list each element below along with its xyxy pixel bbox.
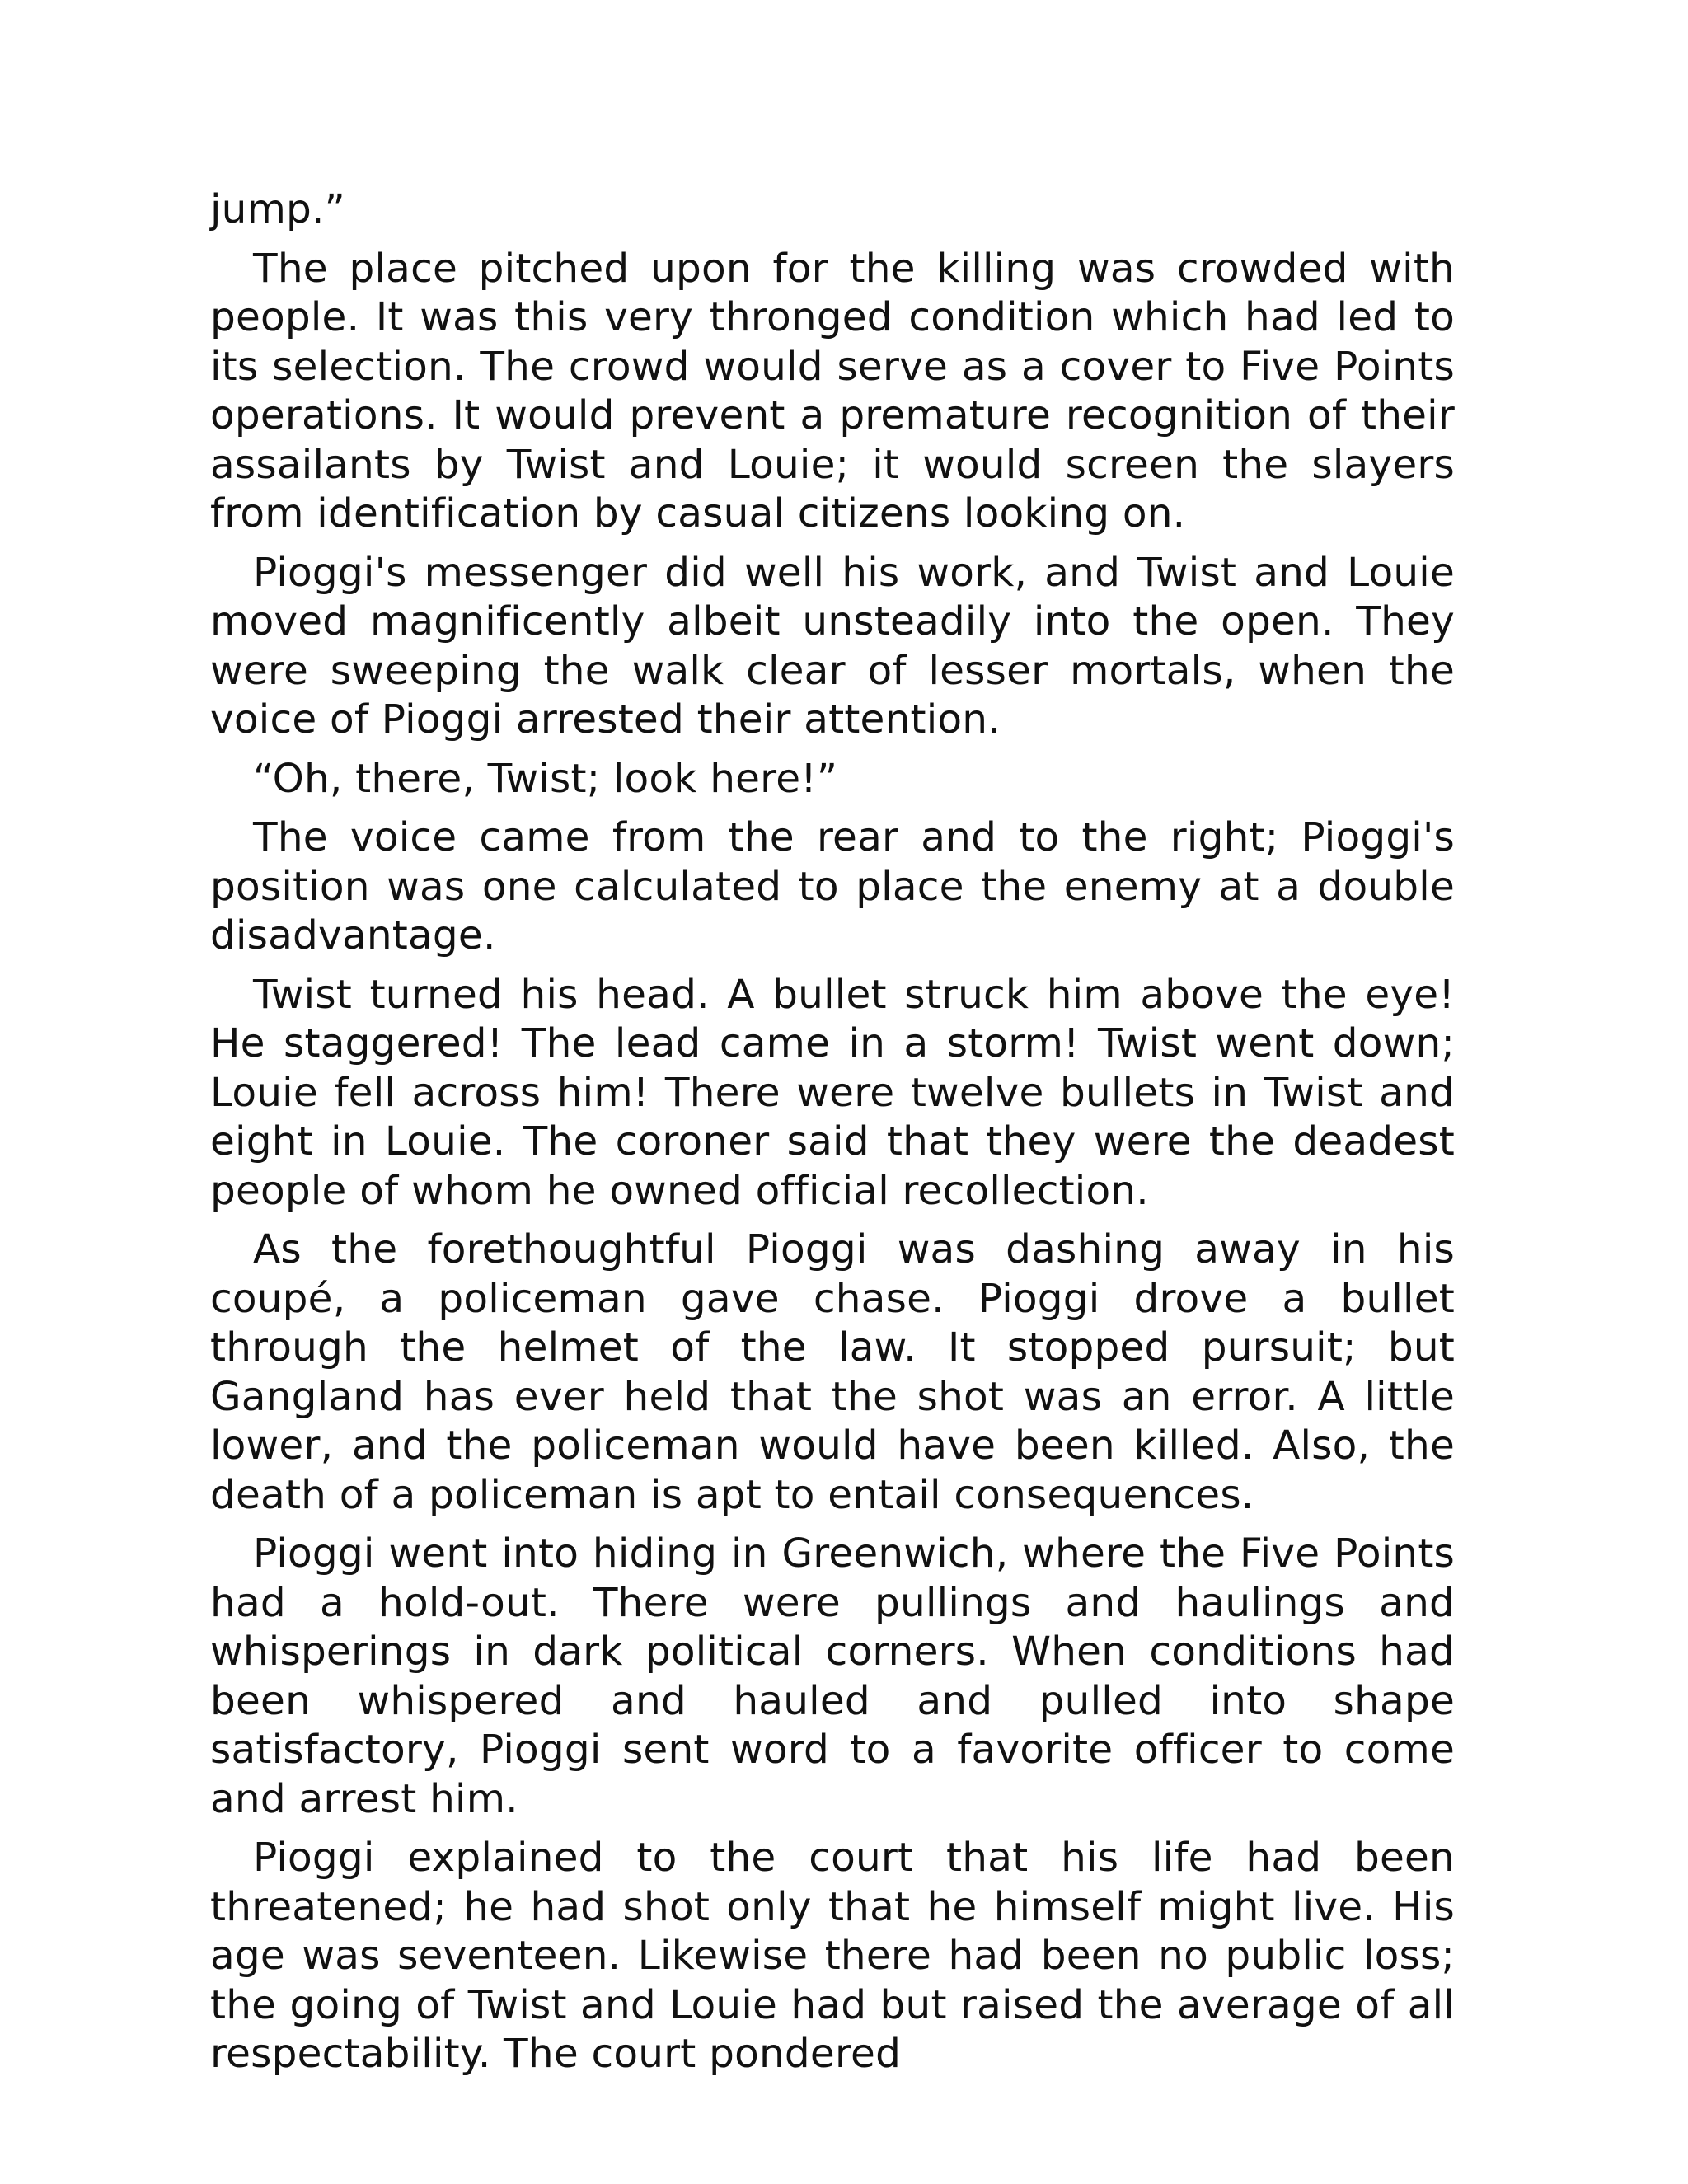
- document-page: [210, 185, 1455, 2089]
- paragraph-messenger: Pioggi's messenger did well his work, and Twist and Louie moved magnificently albeit unsteadily into the open. They were sweeping the walk clear of lesser mortals, when the voice of Pioggi arrested their attention.: [210, 549, 1455, 743]
- paragraph-continuation: jump.”: [210, 186, 345, 232]
- paragraph-hiding: Pioggi went into hiding in Greenwich, where the Five Points had a hold-out. There were pullings and haulings and whisperings in dark political corners. When conditions had been whispered and hauled and pulled into shape satisfactory, Pioggi sent word to a favorite officer to come and arrest him.: [210, 1530, 1455, 1822]
- paragraph-shooting: Twist turned his head. A bullet struck him above the eye! He staggered! The lead came in a storm! Twist went down; Louie fell across him! There were twelve bullets in Twist and eight in Louie. The coroner said that they were the deadest people of whom he owned official recollection.: [210, 971, 1455, 1214]
- paragraph-escape: As the forethoughtful Pioggi was dashing away in his coupé, a policeman gave chase. Pioggi drove a bullet through the helmet of the law. It stopped pursuit; but Gangland has ever held that the shot was an error. A little lower, and the policeman would have been killed. Also, the death of a policeman is apt to entail consequences.: [210, 1226, 1455, 1518]
- paragraph-dialogue: “Oh, there, Twist; look here!”: [253, 755, 838, 802]
- paragraph-crowded-place: The place pitched upon for the killing was crowded with people. It was this very thronged condition which had led to its selection. The crowd would serve as a cover to Five Points operations. It would prevent a premature recognition of their assailants by Twist and Louie; it would screen the slayers from identification by casual citizens looking on.: [210, 245, 1455, 537]
- paragraph-voice: The voice came from the rear and to the right; Pioggi's position was one calculated to place the enemy at a double disadvantage.: [210, 814, 1455, 958]
- paragraph-court: Pioggi explained to the court that his life had been threatened; he had shot only that he himself might live. His age was seventeen. Likewise there had been no public loss; the going of Twist and Louie had but raised the average of all respectability. The court pondered: [210, 1835, 1455, 2077]
